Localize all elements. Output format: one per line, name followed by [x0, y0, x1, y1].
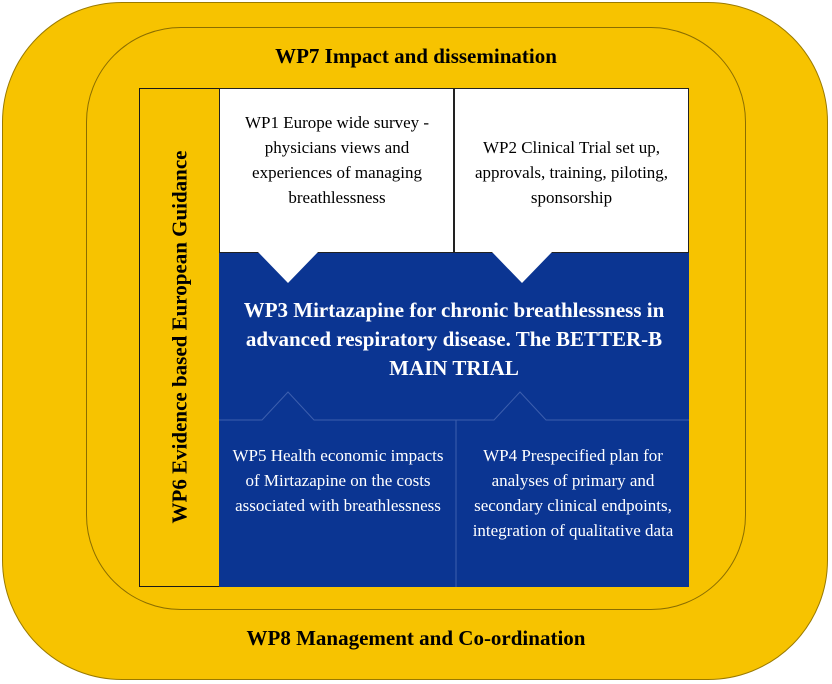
- wp2-down-arrow: [492, 252, 552, 283]
- wp7-label: WP7 Impact and dissemination: [275, 44, 557, 68]
- wp4-up-arrow-outline: [456, 392, 689, 420]
- wp3-title: WP3 Mirtazapine for chronic breathlessness in advanced respiratory disease. The BETTER-B MAIN TRIAL: [243, 298, 665, 380]
- wp8-label: WP8 Management and Co-ordination: [246, 626, 586, 650]
- wp4-text: WP4 Prespecified plan for analyses of primary and secondary clinical endpoints, integration of qualitative data: [472, 446, 674, 540]
- wp2-text: WP2 Clinical Trial set up, approvals, training, piloting, sponsorship: [474, 138, 669, 207]
- wp1-text: WP1 Europe wide survey - physicians views and experiences of managing breathlessness: [244, 113, 430, 207]
- wp6-label: WP6 Evidence based European Guidance: [167, 150, 192, 524]
- wp5-up-arrow-outline: [219, 392, 456, 420]
- wp5-text: WP5 Health economic impacts of Mirtazapine on the costs associated with breathlessness: [232, 446, 444, 515]
- wp1-down-arrow: [258, 252, 318, 283]
